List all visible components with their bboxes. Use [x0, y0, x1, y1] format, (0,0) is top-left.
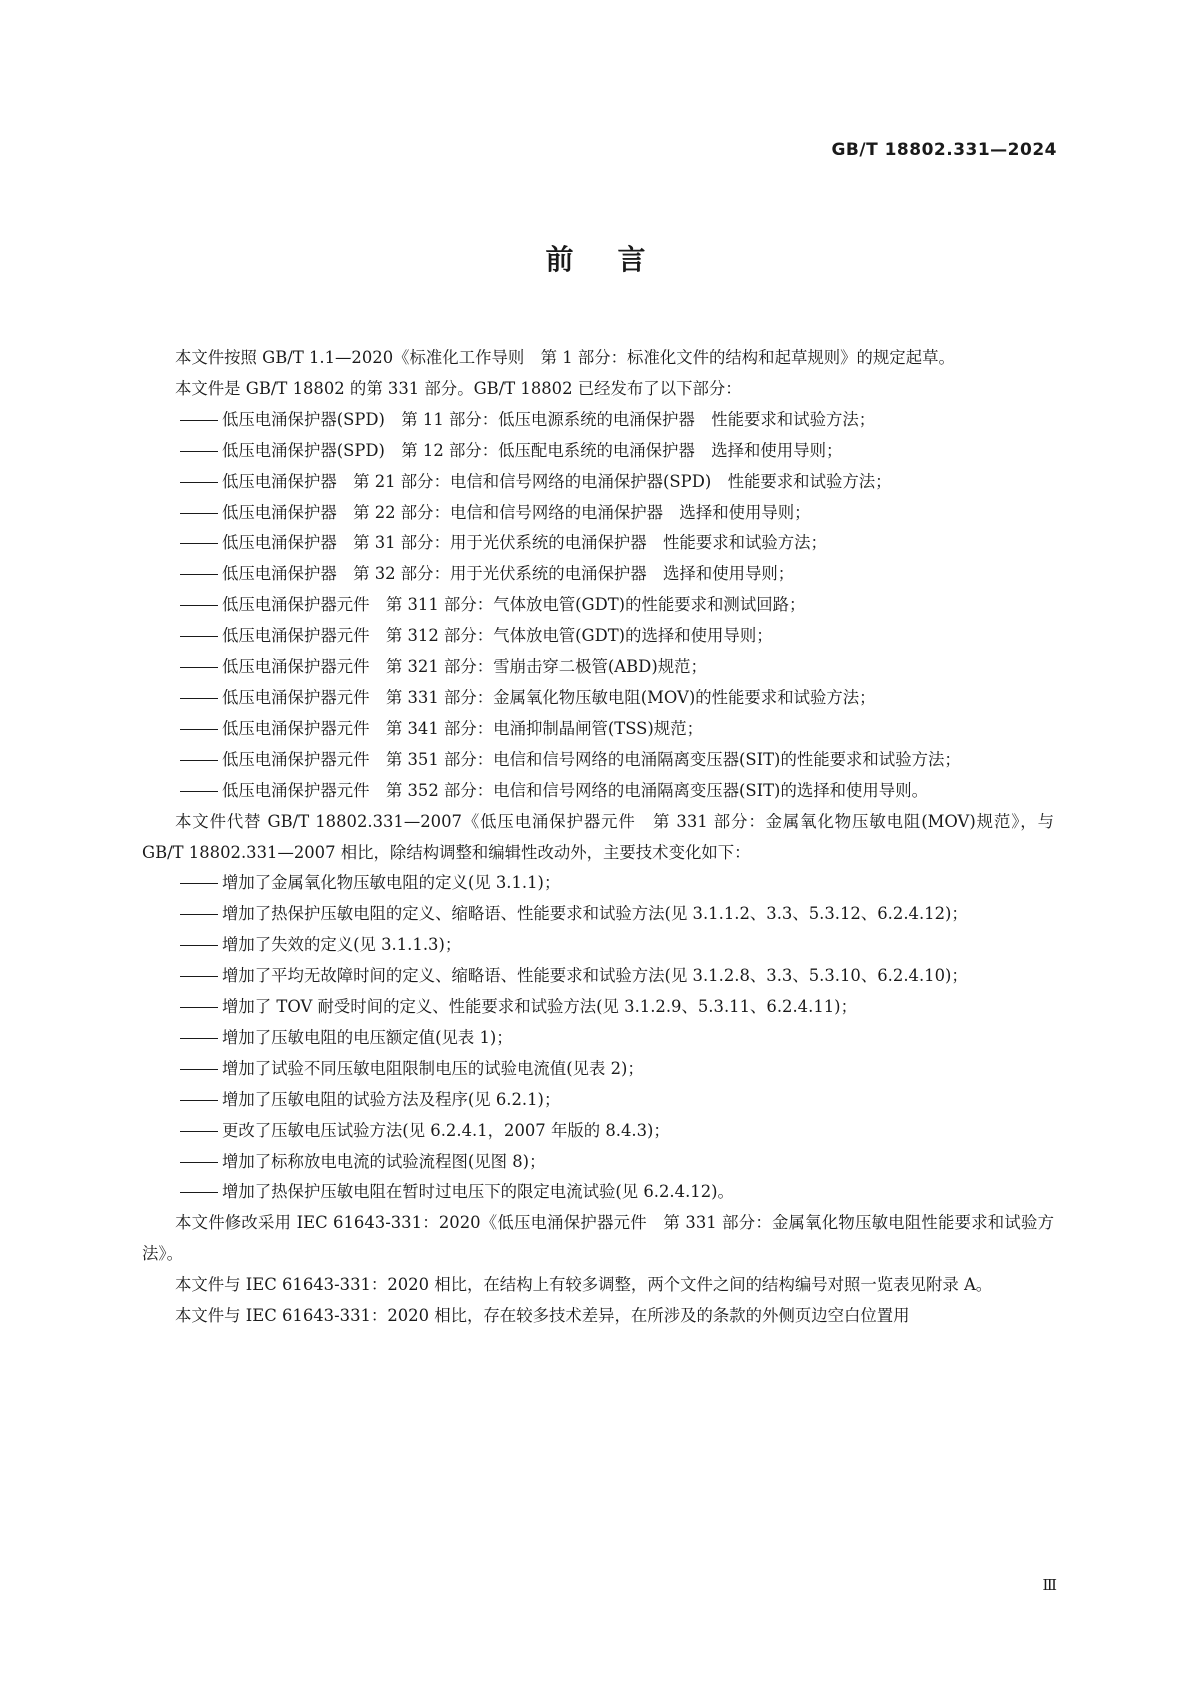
list-item: 低压电涌保护器元件 第 312 部分：气体放电管(GDT)的选择和使用导则； — [142, 621, 1054, 652]
list-item: 低压电涌保护器元件 第 352 部分：电信和信号网络的电涌隔离变压器(SIT)的选择和使用导则。 — [142, 776, 1054, 807]
page-title: 前言 — [545, 243, 690, 276]
standard-code: GB/T 18802.331—2024 — [831, 140, 1057, 160]
change-item: 增加了金属氧化物压敏电阻的定义(见 3.1.1)； — [142, 868, 1054, 899]
paragraph-series-intro: 本文件是 GB/T 18802 的第 331 部分。GB/T 18802 已经发布了以下部分： — [175, 378, 742, 398]
change-item: 增加了 TOV 耐受时间的定义、性能要求和试验方法(见 3.1.2.9、5.3.11、6.2.4.11)； — [142, 992, 1054, 1023]
list-item: 低压电涌保护器元件 第 331 部分：金属氧化物压敏电阻(MOV)的性能要求和试验方法； — [142, 683, 1054, 714]
list-item: 低压电涌保护器 第 22 部分：电信和信号网络的电涌保护器 选择和使用导则； — [142, 498, 1054, 529]
foreword-body — [142, 343, 1054, 1332]
list-item: 低压电涌保护器 第 32 部分：用于光伏系统的电涌保护器 选择和使用导则； — [142, 559, 1054, 590]
change-item: 增加了压敏电阻的电压额定值(见表 1)； — [142, 1023, 1054, 1054]
paragraph-structure-diff: 本文件与 IEC 61643-331：2020 相比，在结构上有较多调整，两个文件之间的结构编号对照一览表见附录 A。 — [175, 1275, 993, 1295]
paragraph-replacement: 本文件代替 GB/T 18802.331—2007《低压电涌保护器元件 第 331 部分：金属氧化物压敏电阻(MOV)规范》，与 GB/T 18802.331—2007 相比，除结构调整和编辑性改动外，主要技术变化如下： — [142, 811, 1054, 862]
change-item: 增加了平均无故障时间的定义、缩略语、性能要求和试验方法(见 3.1.2.8、3.3、5.3.10、6.2.4.10)； — [142, 961, 1054, 992]
paragraph-technical-diff: 本文件与 IEC 61643-331：2020 相比，存在较多技术差异，在所涉及的条款的外侧页边空白位置用 — [175, 1306, 910, 1326]
list-item: 低压电涌保护器元件 第 341 部分：电涌抑制晶闸管(TSS)规范； — [142, 714, 1054, 745]
list-item: 低压电涌保护器元件 第 321 部分：雪崩击穿二极管(ABD)规范； — [142, 652, 1054, 683]
change-item: 增加了标称放电电流的试验流程图(见图 8)； — [142, 1147, 1054, 1178]
change-item: 增加了热保护压敏电阻的定义、缩略语、性能要求和试验方法(见 3.1.1.2、3.3、5.3.12、6.2.4.12)； — [142, 899, 1054, 930]
paragraph-drafting-basis: 本文件按照 GB/T 1.1—2020《标准化工作导则 第 1 部分：标准化文件的结构和起草规则》的规定起草。 — [175, 348, 955, 367]
change-item: 增加了热保护压敏电阻在暂时过电压下的限定电流试验(见 6.2.4.12)。 — [142, 1177, 1054, 1208]
list-item: 低压电涌保护器(SPD) 第 12 部分：低压配电系统的电涌保护器 选择和使用导则； — [142, 436, 1054, 467]
change-item: 增加了失效的定义(见 3.1.1.3)； — [142, 930, 1054, 961]
change-item: 增加了试验不同压敏电阻限制电压的试验电流值(见表 2)； — [142, 1054, 1054, 1085]
page-number: Ⅲ — [1042, 1576, 1057, 1594]
change-item: 增加了压敏电阻的试验方法及程序(见 6.2.1)； — [142, 1085, 1054, 1116]
list-item: 低压电涌保护器(SPD) 第 11 部分：低压电源系统的电涌保护器 性能要求和试验方法； — [142, 405, 1054, 436]
paragraph-adoption: 本文件修改采用 IEC 61643-331：2020《低压电涌保护器元件 第 331 部分：金属氧化物压敏电阻性能要求和试验方法》。 — [142, 1213, 1054, 1264]
list-item: 低压电涌保护器元件 第 311 部分：气体放电管(GDT)的性能要求和测试回路； — [142, 590, 1054, 621]
list-item: 低压电涌保护器 第 31 部分：用于光伏系统的电涌保护器 性能要求和试验方法； — [142, 528, 1054, 559]
list-item: 低压电涌保护器 第 21 部分：电信和信号网络的电涌保护器(SPD) 性能要求和试验方法； — [142, 467, 1054, 498]
change-item: 更改了压敏电压试验方法(见 6.2.4.1，2007 年版的 8.4.3)； — [142, 1116, 1054, 1147]
list-item: 低压电涌保护器元件 第 351 部分：电信和信号网络的电涌隔离变压器(SIT)的性能要求和试验方法； — [142, 745, 1054, 776]
